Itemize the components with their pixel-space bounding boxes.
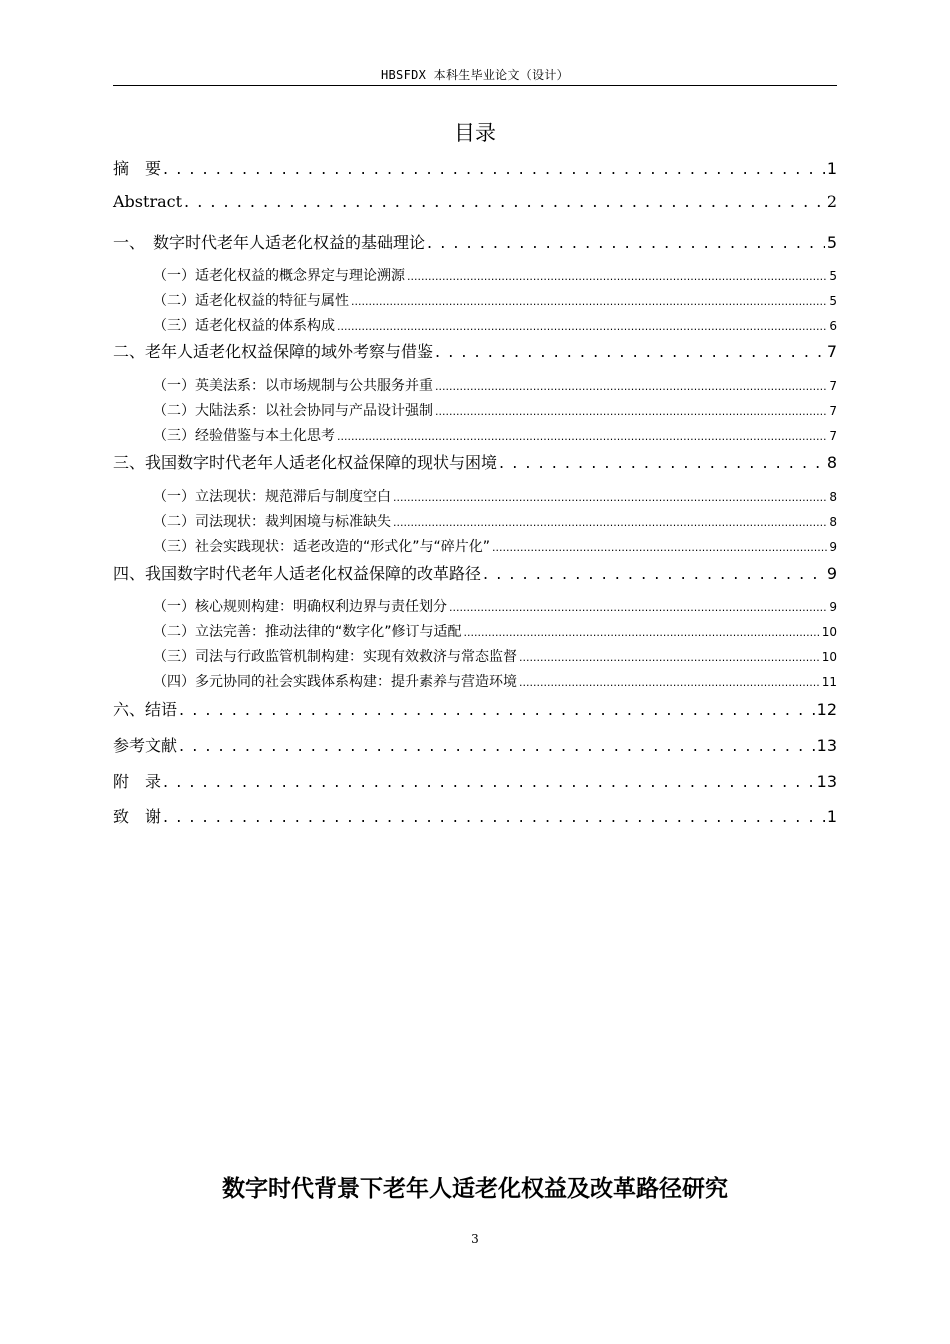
toc-leader: [499, 453, 825, 472]
thesis-title: 数字时代背景下老年人适老化权益及改革路径研究: [222, 1176, 728, 1202]
toc-entry[interactable]: [113, 511, 837, 531]
toc-leader: [163, 159, 825, 178]
header-rule: [113, 85, 837, 86]
toc-leader: [351, 293, 827, 309]
toc-leader: [427, 233, 825, 252]
toc-entry[interactable]: [113, 156, 837, 178]
toc-entry[interactable]: [113, 265, 837, 285]
toc-entry-page: 1: [826, 159, 837, 178]
toc-entry-title: 参考文献: [113, 736, 178, 755]
toc-entry-page: 7: [826, 342, 837, 361]
toc-entry[interactable]: [113, 804, 837, 826]
toc-entry-title: （二）大陆法系：以社会协同与产品设计强制: [153, 403, 433, 419]
toc-leader: [179, 736, 815, 755]
toc-entry-page: 5: [829, 294, 837, 308]
toc-entry-page: 7: [829, 379, 837, 393]
toc-leader: [179, 700, 815, 719]
toc-entry-title: （一）立法现状：规范滞后与制度空白: [153, 489, 391, 505]
toc-title: 目录: [454, 121, 496, 145]
toc-entry-title: 致 谢: [113, 807, 162, 826]
toc-entry[interactable]: [113, 400, 837, 420]
toc-entry-title: 附 录: [113, 772, 162, 791]
toc-entry-page: 9: [829, 600, 837, 614]
toc-leader: [184, 192, 825, 211]
toc-entry-title: （三）经验借鉴与本土化思考: [153, 428, 335, 444]
toc-entry-title: （三）司法与行政监管机制构建：实现有效救济与常态监督: [153, 649, 517, 665]
toc-entry[interactable]: [113, 230, 837, 252]
toc-entry-title: （三）适老化权益的体系构成: [153, 318, 335, 334]
toc-leader: [435, 403, 827, 419]
toc-entry-page: 5: [826, 233, 837, 252]
toc-entry[interactable]: [113, 769, 837, 791]
toc-entry[interactable]: [113, 486, 837, 506]
toc-entry[interactable]: [113, 290, 837, 310]
toc-leader: [519, 674, 820, 690]
toc-entry[interactable]: [113, 425, 837, 445]
toc-leader: [492, 539, 827, 555]
toc-leader: [337, 318, 827, 334]
toc-leader: [163, 807, 825, 826]
toc-entry[interactable]: [113, 339, 837, 361]
toc-leader: [435, 378, 827, 394]
toc-entry-page: 13: [816, 772, 837, 791]
toc-leader: [483, 564, 825, 583]
toc-entry[interactable]: [113, 697, 837, 719]
toc-entry-page: 6: [829, 319, 837, 333]
running-header: HBSFDX 本科生毕业论文（设计）: [381, 68, 569, 82]
toc-entry[interactable]: [113, 536, 837, 556]
toc-entry-page: 8: [829, 490, 837, 504]
toc-entry-page: 13: [816, 736, 837, 755]
page-number: 3: [471, 1232, 479, 1246]
toc-entry-page: 8: [826, 453, 837, 472]
toc-entry-title: （四）多元协同的社会实践体系构建：提升素养与营造环境: [153, 674, 517, 690]
toc-entry-title: （二）司法现状：裁判困境与标准缺失: [153, 514, 391, 530]
toc-entry-page: 11: [821, 675, 837, 689]
toc-entry[interactable]: [113, 192, 837, 214]
toc-entry-page: 9: [826, 564, 837, 583]
toc-entry[interactable]: [113, 646, 837, 666]
toc-entry-title: Abstract: [113, 192, 183, 211]
toc-entry[interactable]: [113, 621, 837, 641]
toc-entry[interactable]: [113, 315, 837, 335]
toc-entry-title: （二）立法完善：推动法律的“数字化”修订与适配: [153, 624, 462, 640]
toc-entry-title: 六、结语: [113, 700, 178, 719]
toc-entry-page: 9: [829, 540, 837, 554]
toc-entry-page: 7: [829, 429, 837, 443]
toc-leader: [464, 624, 820, 640]
toc-leader: [393, 489, 827, 505]
toc-leader: [163, 772, 815, 791]
toc-leader: [449, 599, 827, 615]
toc-entry-title: （二）适老化权益的特征与属性: [153, 293, 349, 309]
toc-entry[interactable]: [113, 596, 837, 616]
toc-entry-page: 10: [821, 650, 837, 664]
toc-leader: [337, 428, 827, 444]
toc-entry-page: 2: [826, 192, 837, 211]
toc-entry[interactable]: [113, 733, 837, 755]
toc-entry[interactable]: [113, 375, 837, 395]
toc-entry-page: 8: [829, 515, 837, 529]
toc-entry-title: 摘 要: [113, 159, 162, 178]
toc-entry-page: 7: [829, 404, 837, 418]
toc-entry-page: 12: [816, 700, 837, 719]
toc-leader: [519, 649, 820, 665]
toc-entry-title: 二、老年人适老化权益保障的域外考察与借鉴: [113, 342, 434, 361]
toc-entry[interactable]: [113, 450, 837, 472]
toc-entry[interactable]: [113, 671, 837, 691]
toc-entry[interactable]: [113, 561, 837, 583]
toc-entry-page: 5: [829, 269, 837, 283]
toc-entry-title: （三）社会实践现状：适老改造的“形式化”与“碎片化”: [153, 539, 491, 555]
toc-entry-title: （一）核心规则构建：明确权利边界与责任划分: [153, 599, 447, 615]
toc-entry-title: （一）英美法系：以市场规制与公共服务并重: [153, 378, 433, 394]
toc-entry-page: 1: [826, 807, 837, 826]
toc-leader: [393, 514, 827, 530]
toc-entry-title: 四、我国数字时代老年人适老化权益保障的改革路径: [113, 564, 482, 583]
toc-leader: [435, 342, 825, 361]
toc-entry-title: 三、我国数字时代老年人适老化权益保障的现状与困境: [113, 453, 498, 472]
toc-entry-title: （一）适老化权益的概念界定与理论溯源: [153, 268, 405, 284]
toc-entry-title: 一、 数字时代老年人适老化权益的基础理论: [113, 233, 426, 252]
toc-entry-page: 10: [821, 625, 837, 639]
toc-leader: [407, 268, 827, 284]
